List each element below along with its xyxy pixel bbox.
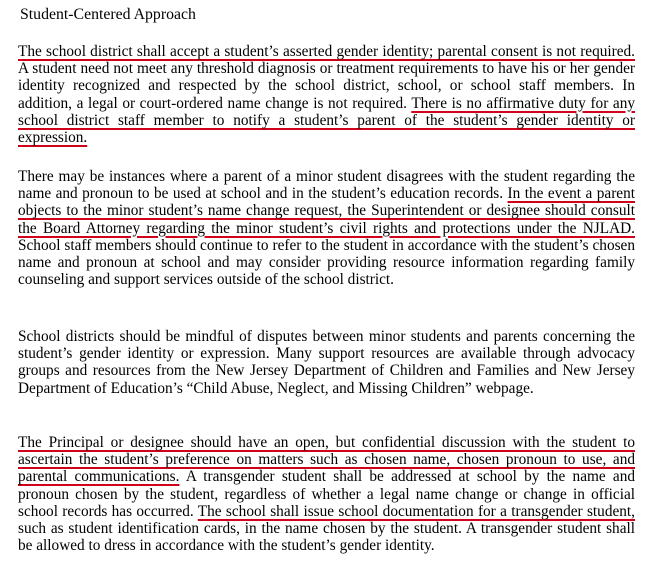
paragraph-1	[18, 43, 635, 146]
highlighted-text: In the event a parent objects to the minor student’s name change request, the Superintendent or designee should consult the Board Attorney regarding the minor student’s civil rights and protections under the NJLAD.	[18, 185, 635, 237]
body-text: such as student identification cards, in the name chosen by the student. A transgender student shall be allowed to dress in accordance with the student’s gender identity.	[18, 520, 635, 555]
section-heading: Student-Centered Approach	[20, 6, 196, 23]
paragraph-3	[18, 328, 635, 397]
highlighted-text: The school district shall accept a student’s asserted gender identity; parental consent is not required.	[18, 43, 635, 60]
paragraph-2	[18, 168, 635, 288]
body-text: There may be instances where a parent of a minor student disagrees with the student regarding the name and pronoun to be used at school and in the student’s education records.	[18, 168, 635, 203]
body-text: A transgender student shall be addressed at school by the name and pronoun chosen by the student, regardless of whether a legal name change or change in official school records has occurred.	[18, 468, 635, 520]
highlighted-text: The Principal or designee should have an open, but confidential discussion with the student to ascertain the student’s preference on matters such as chosen name, chosen pronoun to use, and parental communications.	[18, 434, 635, 486]
highlighted-text: There is no affirmative duty for any school district staff member to notify a student’s parent of the student’s gender identity or expression.	[18, 94, 635, 147]
highlighted-text: The school shall issue school documentation for a transgender student,	[197, 502, 635, 520]
paragraph-4	[18, 434, 635, 554]
body-text: A student need not meet any threshold diagnosis or treatment requirements to have his or her gender identity recognized and respected by the school district, school, or school staff members. In addition, a legal or court-ordered name change is not required.	[18, 60, 635, 112]
body-text: School districts should be mindful of disputes between minor students and parents concerning the student’s gender identity or expression. Many support resources are available through advocacy groups and resources from the New Jersey Department of Children and Families and New Jersey Department of Education’s “Child Abuse, Neglect, and Missing Children” webpage.	[18, 328, 635, 397]
body-text: School staff members should continue to refer to the student in accordance with the student’s chosen name and pronoun at school and may consider providing resource information regarding family counseling and support services outside of the school district.	[18, 236, 635, 289]
